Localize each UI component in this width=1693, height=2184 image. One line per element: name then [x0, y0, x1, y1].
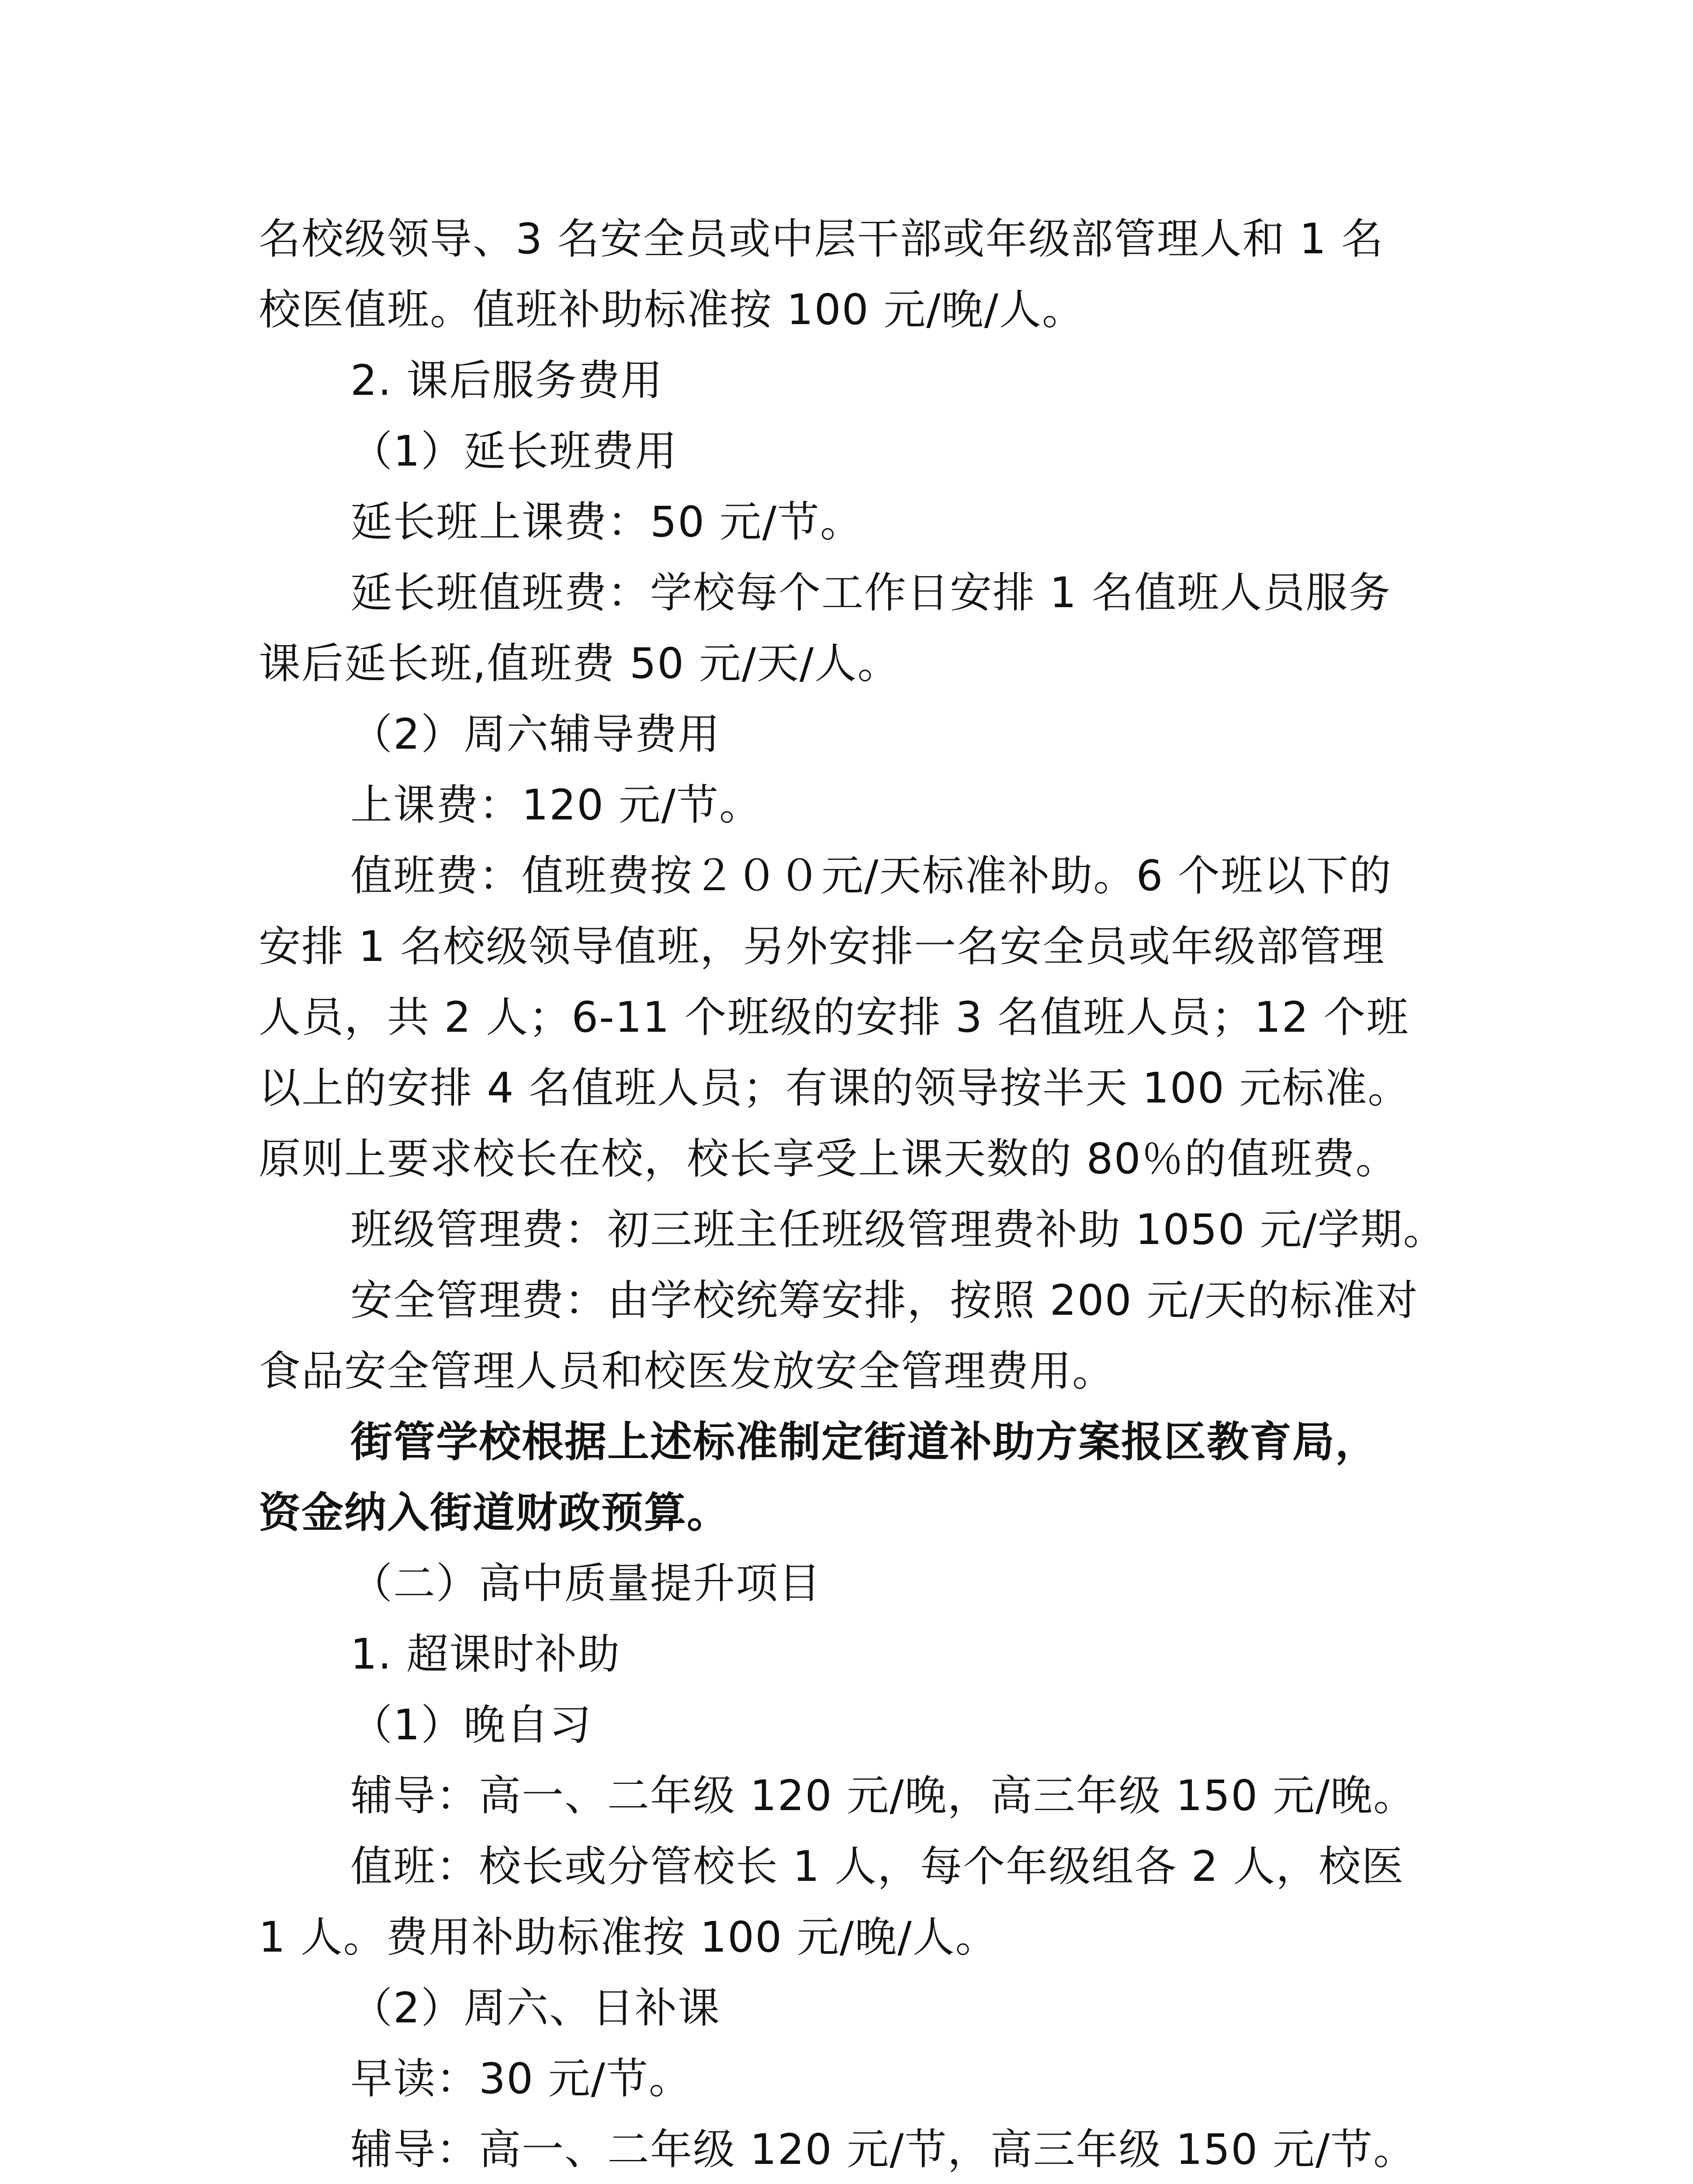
- text-line: 人员，共 2 人；6-11 个班级的安排 3 名值班人员；12 个班: [259, 993, 1409, 1042]
- text-line: 安排 1 名校级领导值班，另外安排一名安全员或年级部管理: [259, 922, 1385, 971]
- text-line: 课后延长班,值班费 50 元/天/人。: [259, 639, 900, 688]
- text-line: 街管学校根据上述标准制定街道补助方案报区教育局，: [350, 1417, 1378, 1466]
- text-line: 1 人。费用补助标准按 100 元/晚/人。: [259, 1913, 998, 1962]
- text-line: 值班费：值班费按２００元/天标准补助。6 个班以下的: [350, 851, 1392, 900]
- text-line: 延长班值班费：学校每个工作日安排 1 名值班人员服务: [350, 568, 1392, 617]
- text-line: 原则上要求校长在校，校长享受上课天数的 80％的值班费。: [259, 1134, 1399, 1183]
- text-line: 上课费：120 元/节。: [350, 781, 762, 829]
- text-line: 辅导：高一、二年级 120 元/晚，高三年级 150 元/晚。: [350, 1771, 1416, 1820]
- text-line: 1. 超课时补助: [350, 1630, 621, 1679]
- text-line: （1）晚自习: [350, 1700, 592, 1749]
- text-line: 食品安全管理人员和校医发放安全管理费用。: [259, 1347, 1115, 1396]
- text-line: 名校级领导、3 名安全员或中层干部或年级部管理人和 1 名: [259, 214, 1384, 263]
- body-text: [259, 204, 1447, 2184]
- text-line: 安全管理费：由学校统筹安排，按照 200 元/天的标准对: [350, 1276, 1419, 1325]
- text-line: （2）周六、日补课: [350, 1984, 721, 2032]
- text-line: 辅导：高一、二年级 120 元/节，高三年级 150 元/节。: [350, 2125, 1416, 2174]
- text-line: 值班：校长或分管校长 1 人，每个年级组各 2 人，校医: [350, 1842, 1405, 1891]
- text-line: 延长班上课费：50 元/节。: [350, 498, 863, 546]
- text-line: 早读：30 元/节。: [350, 2054, 692, 2103]
- text-line: 以上的安排 4 名值班人员；有课的领导按半天 100 元标准。: [259, 1064, 1411, 1113]
- text-line: （1）延长班费用: [350, 427, 678, 476]
- text-line: （2）周六辅导费用: [350, 710, 721, 759]
- text-line: 校医值班。值班补助标准按 100 元/晚/人。: [259, 285, 1085, 334]
- text-line: （二）高中质量提升项目: [350, 1559, 821, 1608]
- text-line: 资金纳入街道财政预算。: [259, 1488, 730, 1537]
- text-line: 班级管理费：初三班主任班级管理费补助 1050 元/学期。: [350, 1205, 1446, 1254]
- text-line: 2. 课后服务费用: [350, 356, 664, 405]
